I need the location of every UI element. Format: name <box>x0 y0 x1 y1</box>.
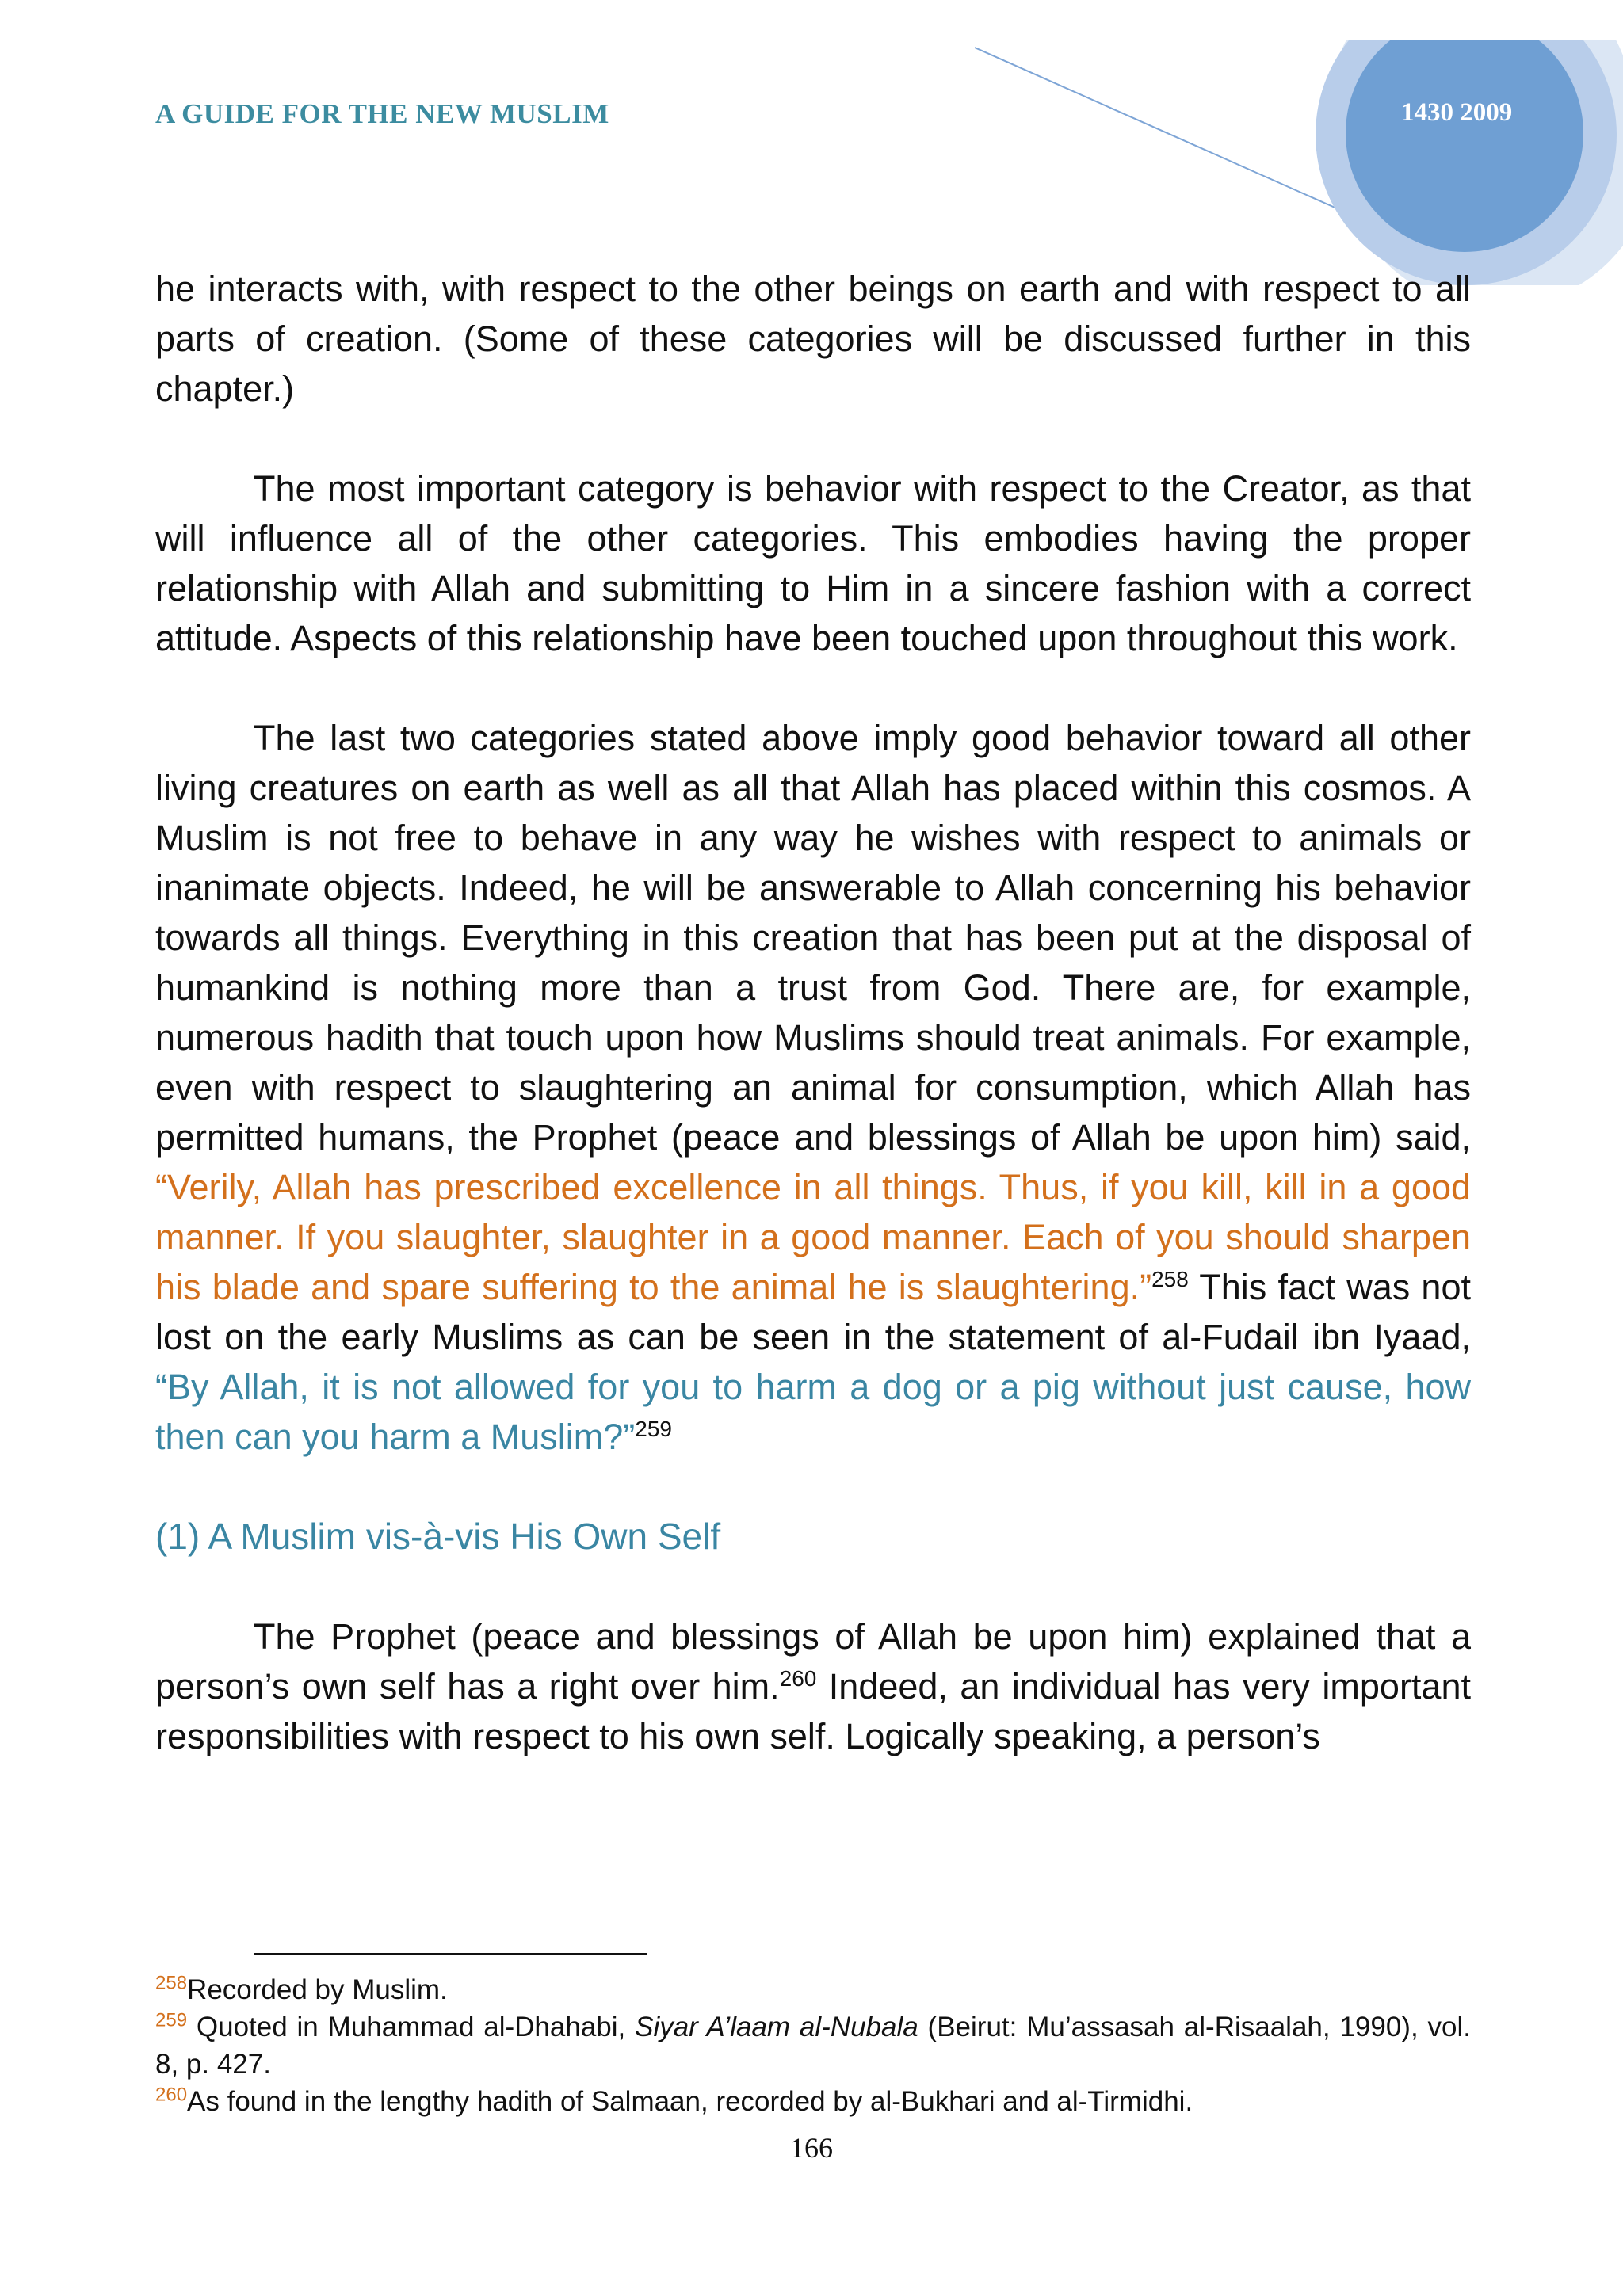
footnote-text: (Beirut: Mu’assasah al-Risaalah, 1990), vol. 8, p. 427. <box>155 2012 1471 2080</box>
hadith-quote: “Verily, Allah has prescribed excellence in all things. Thus, if you kill, kill in a good manner. If you slaughter, slaughter in a good manner. Each of you should sharpen his blade and spare suffering to the animal he is slaughtering.” <box>155 1167 1471 1307</box>
footnote-ref-258[interactable]: 258 <box>1151 1267 1189 1291</box>
footnote-divider <box>254 1953 647 1955</box>
running-header-title: A GUIDE FOR THE NEW MUSLIM <box>155 98 609 129</box>
footnote-ref-259[interactable]: 259 <box>635 1417 672 1441</box>
footnote-259 <box>155 2008 1471 2083</box>
running-header-year: 1430 2009 <box>1401 98 1513 127</box>
footnote-number: 258 <box>155 1972 188 1994</box>
footnote-number: 259 <box>155 2009 188 2031</box>
footnote-text: As found in the lengthy hadith of Salmaan, recorded by al-Bukhari and al-Tirmidhi. <box>187 2086 1193 2117</box>
paragraph-text: The last two categories stated above imply good behavior toward all other living creatures on earth as well as all that Allah has placed within this cosmos. A Muslim is not free to behave in any way he wishes with respect to animals or inanimate objects. Indeed, he will be answerable to Allah concerning his behavior towards all things. Everything in this creation that has been put at the disposal of humankind is nothing more than a trust from God. There are, for example, numerous hadith that touch upon how Muslims should treat animals. For example, even with respect to slaughtering an animal for consumption, which Allah has permitted humans, the Prophet (peace and blessings of Allah be upon him) said, <box>155 718 1471 1158</box>
page-number: 166 <box>790 2132 833 2164</box>
footnote-260 <box>155 2083 1471 2120</box>
paragraph-own-self <box>155 1611 1471 1761</box>
paragraph-text: This fact was not lost on the early Muslims as can be seen in the statement of al-Fudail ibn Iyaad, <box>155 1267 1471 1357</box>
paragraph-text: Indeed, an individual has very important responsibilities with respect to his own self. Logically speaking, a person’s <box>155 1666 1471 1756</box>
paragraph-creator: The most important category is behavior with respect to the Creator, as that will influence all of the other categories. This embodies having the proper relationship with Allah and submitting to Him in a sincere fashion with a correct attitude. Aspects of this relationship have been touched upon throughout this work. <box>155 468 1471 658</box>
footnote-ref-260[interactable]: 260 <box>779 1666 817 1691</box>
book-title: Siyar A’laam al-Nubala <box>635 2012 918 2042</box>
header-circle-decoration <box>975 40 1623 285</box>
fudail-quote: “By Allah, it is not allowed for you to harm a dog or a pig without just cause, how then can you harm a Muslim?” <box>155 1367 1471 1457</box>
paragraph-text: The Prophet (peace and blessings of Allah be upon him) explained that a person’s own self has a right over him. <box>155 1616 1471 1707</box>
footnote-number: 260 <box>155 2084 188 2106</box>
footnotes <box>155 1971 1471 2120</box>
section-heading: (1) A Muslim vis-à-vis His Own Self <box>155 1516 721 1557</box>
footnote-258 <box>155 1971 1471 2008</box>
paragraph-continuation: he interacts with, with respect to the other beings on earth and with respect to all parts of creation. (Some of these categories will be discussed further in this chapter.) <box>155 269 1471 409</box>
main-text <box>155 264 1471 1811</box>
paragraph-creatures <box>155 713 1471 1462</box>
footnote-text: Recorded by Muslim. <box>187 1974 448 2005</box>
footnote-text: Quoted in Muhammad al-Dhahabi, <box>187 2012 636 2042</box>
